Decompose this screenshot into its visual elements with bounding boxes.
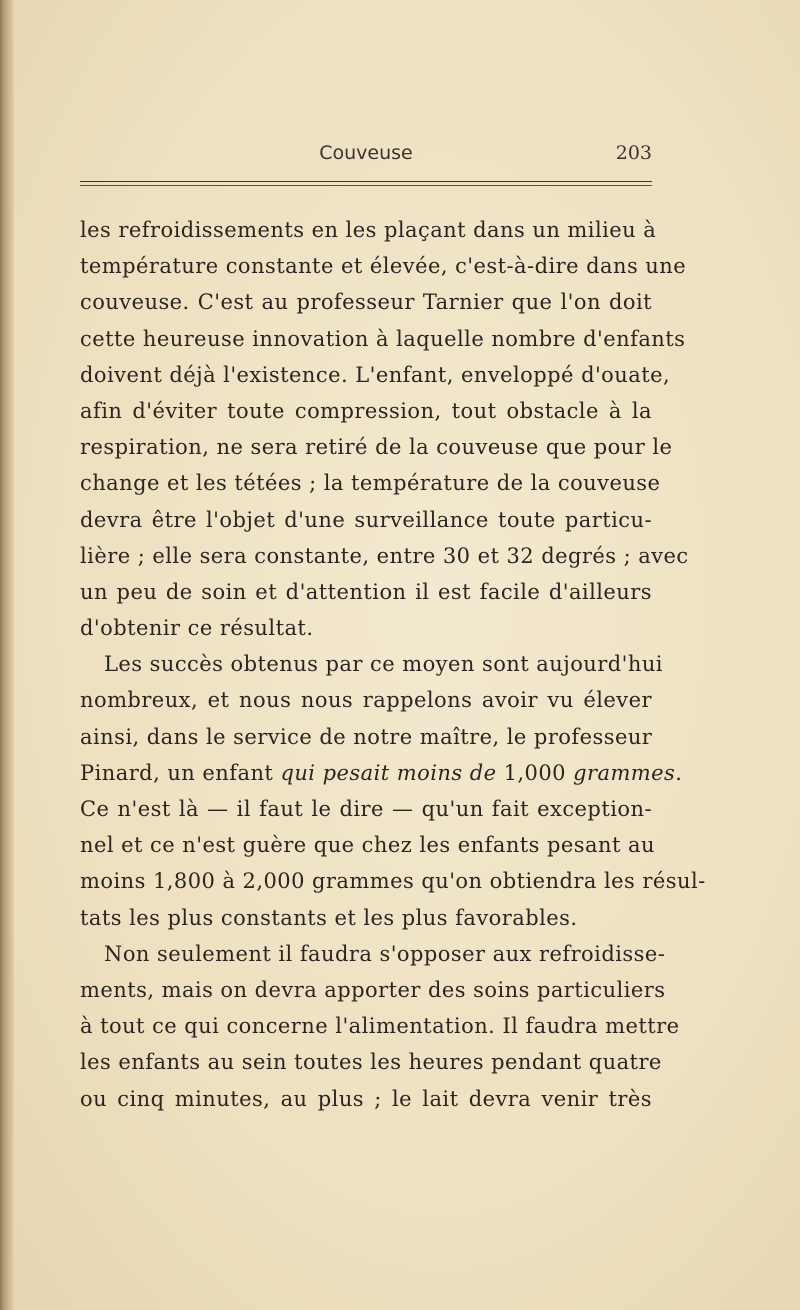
text-line: doivent déjà l'existence. L'enfant, enveloppé d'ouate, bbox=[80, 362, 671, 387]
page-number: 203 bbox=[615, 142, 652, 164]
text-line: cette heureuse innovation à laquelle nombre d'enfants bbox=[80, 326, 686, 351]
text-line: température constante et élevée, c'est-à-dire dans une bbox=[80, 254, 687, 279]
text-line: nel et ce n'est guère que chez les enfants pesant au bbox=[80, 833, 655, 858]
text-line: change et les tétées ; la température de la couveuse bbox=[80, 471, 661, 496]
header-rule bbox=[80, 181, 652, 182]
body-text bbox=[80, 212, 706, 1117]
text-line: un peu de soin et d'attention il est facile d'ailleurs bbox=[80, 579, 652, 604]
text-line: ments, mais on devra apporter des soins particuliers bbox=[80, 977, 666, 1002]
text-line-paragraph-start: Les succès obtenus par ce moyen sont aujourd'hui bbox=[104, 652, 663, 677]
text-line: lière ; elle sera constante, entre 30 et 32 degrés ; avec bbox=[80, 543, 689, 568]
text-line: afin d'éviter toute compression, tout obstacle à la bbox=[80, 398, 652, 423]
running-header bbox=[80, 142, 652, 172]
header-rule-thin bbox=[80, 185, 652, 186]
text-line: ainsi, dans le service de notre maître, le professeur bbox=[80, 724, 653, 749]
text-line-with-italic bbox=[80, 755, 683, 791]
text-line: devra être l'objet d'une surveillance toute particu- bbox=[80, 507, 652, 532]
text-line: ou cinq minutes, au plus ; le lait devra venir très bbox=[80, 1086, 652, 1111]
text-line: Ce n'est là — il faut le dire — qu'un fait exception- bbox=[80, 797, 652, 821]
text-line: les enfants au sein toutes les heures pendant quatre bbox=[80, 1050, 662, 1075]
text-line: nombreux, et nous nous rappelons avoir vu élever bbox=[80, 688, 652, 713]
binding-edge bbox=[0, 0, 14, 1310]
text-line-paragraph-end: d'obtenir ce résultat. bbox=[80, 616, 314, 641]
italic-span: qui pesait moins de bbox=[280, 760, 497, 785]
text-line: moins 1,800 à 2,000 grammes qu'on obtiendra les résul- bbox=[80, 869, 706, 894]
text-line: couveuse. C'est au professeur Tarnier que l'on doit bbox=[80, 290, 652, 315]
text-line: respiration, ne sera retiré de la couveuse que pour le bbox=[80, 435, 673, 460]
text-span: Pinard, un enfant bbox=[80, 760, 281, 785]
text-line: à tout ce qui concerne l'alimentation. Il faudra mettre bbox=[80, 1014, 680, 1039]
text-line-paragraph-end: tats les plus constants et les plus favorables. bbox=[80, 905, 578, 930]
italic-span: grammes bbox=[573, 760, 676, 785]
text-span: . bbox=[675, 760, 683, 785]
text-span: 1,000 bbox=[496, 760, 574, 785]
text-line-paragraph-start: Non seulement il faudra s'opposer aux refroidisse- bbox=[104, 941, 666, 966]
text-line: les refroidissements en les plaçant dans un milieu à bbox=[80, 218, 657, 242]
running-title: Couveuse bbox=[319, 142, 413, 164]
